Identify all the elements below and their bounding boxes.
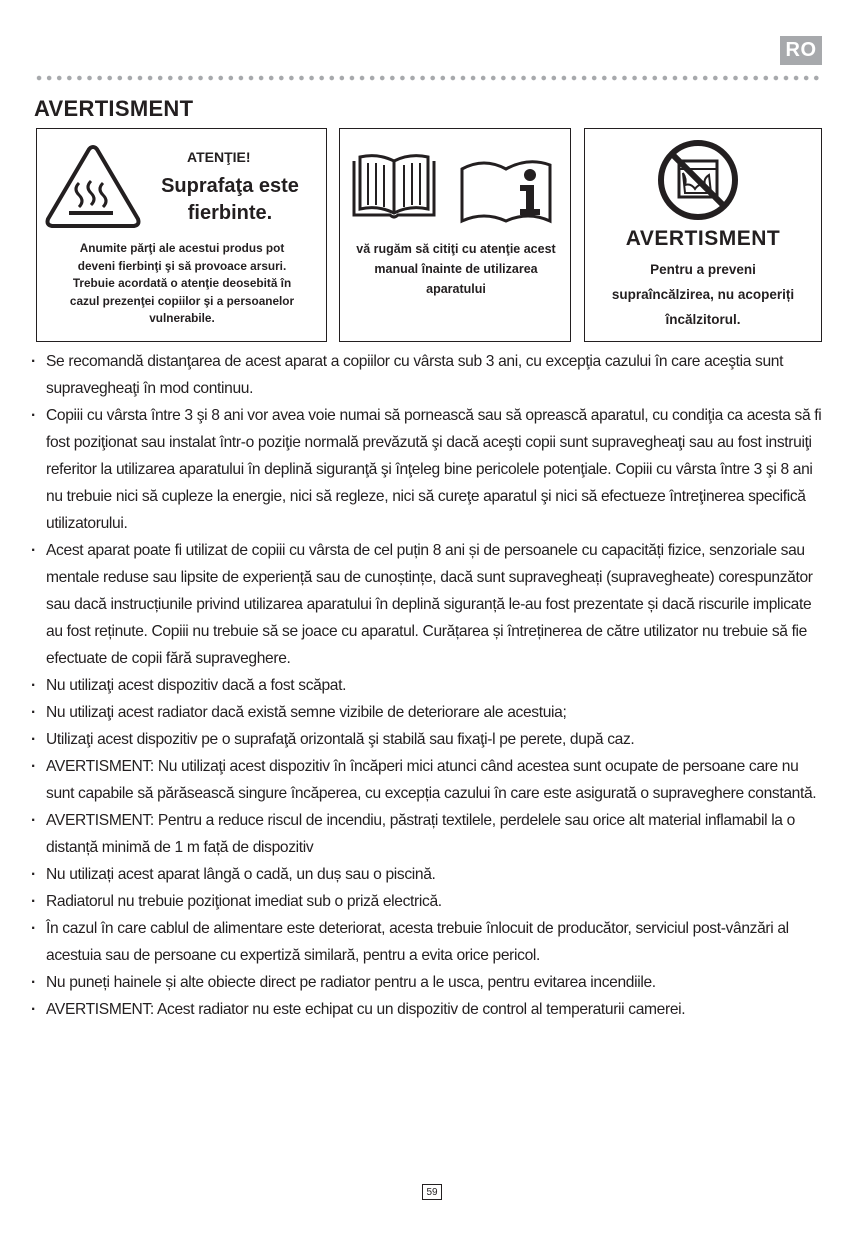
description-line: vulnerabile.	[149, 311, 215, 326]
bullet-item: · AVERTISMENT: Pentru a reduce riscul de incendiu, păstrați textilele, perdelele sau orice alt material inflamabil la o distanță minimă de 1 m față de dispozitiv	[31, 807, 823, 861]
bullet-item: · Nu utilizaţi acest radiator dacă există semne vizibile de deteriorare ale acestuia;	[31, 699, 823, 726]
bullet-item: · Nu utilizaţi acest dispozitiv dacă a fost scăpat.	[31, 672, 823, 699]
manual-text-line: vă rugăm să citiţi cu atenţie acest	[356, 242, 556, 256]
bullet-item: · AVERTISMENT: Acest radiator nu este echipat cu un dispozitiv de control al temperaturii camerei.	[31, 996, 823, 1023]
bullet-item: · Se recomandă distanţarea de acest aparat a copiilor cu vârsta sub 3 ani, cu excepţia cazului în care aceştia sunt supravegheaţi în mod continuu.	[31, 348, 823, 402]
attention-label: ATENŢIE!	[187, 149, 251, 165]
hot-surface-description	[41, 240, 323, 328]
bullet-item: · AVERTISMENT: Nu utilizaţi acest dispozitiv în încăperi mici atunci când acestea sunt ocupate de persoane care nu sunt capabile să părăsească singure încăperea, cu excepția cazului în care este asigurată o supraveghere constantă.	[31, 753, 823, 807]
do-not-cover-icon	[657, 139, 739, 221]
safety-bullet-list	[31, 348, 823, 1023]
page-number: 59	[422, 1184, 442, 1200]
section-title: AVERTISMENT	[34, 96, 194, 121]
no-cover-line: supraîncălzirea, nu acoperiți	[611, 287, 795, 302]
read-manual-text	[340, 239, 572, 299]
manual-text-line: manual înainte de utilizarea	[374, 262, 538, 276]
language-badge: RO	[780, 36, 822, 65]
bullet-item: · Utilizaţi acest dispozitiv pe o suprafaţă orizontală şi stabilă sau fixaţi-l pe perete, după caz.	[31, 726, 823, 753]
bullet-item: · Nu utilizați acest aparat lângă o cadă, un duș sau o piscină.	[31, 861, 823, 888]
no-cover-text	[591, 257, 815, 332]
read-manual-box	[339, 128, 571, 342]
dotted-divider	[34, 75, 822, 81]
manual-text-line: aparatului	[426, 282, 486, 296]
hot-surface-title	[141, 173, 319, 227]
open-book-icon	[350, 153, 438, 223]
do-not-cover-box	[584, 128, 822, 342]
bullet-item: · În cazul în care cablul de alimentare este deteriorat, acesta trebuie înlocuit de producător, serviciul post-vânzări al acestuia sau de persoane cu expertiză similară, pentru a evita orice pericol.	[31, 915, 823, 969]
description-line: cazul prezenţei copiilor şi a persoanelor	[69, 293, 295, 308]
description-line: Trebuie acordată o atenţie deosebită în	[72, 276, 292, 291]
bullet-item: · Radiatorul nu trebuie poziţionat imediat sub o priză electrică.	[31, 888, 823, 915]
bullet-item: · Acest aparat poate fi utilizat de copiii cu vârsta de cel puțin 8 ani și de persoanele cu capacități fizice, senzoriale sau mentale reduse sau lipsite de experiență sau de cunoștințe, dacă sunt supravegheați (supravegheate) corespunzător sau dacă instrucțiunile privind utilizarea aparatului în deplină siguranță le-au fost prezentate și dacă riscurile implicate au fost reținute. Copiii nu trebuie să se joace cu aparatul. Curățarea și întreținerea de către utilizator nu trebuie să fie efectuate de copii fără supraveghere.	[31, 537, 823, 672]
bullet-item: · Nu puneți hainele și alte obiecte direct pe radiator pentru a le usca, pentru evitarea incendiile.	[31, 969, 823, 996]
info-manual-icon	[458, 155, 554, 225]
description-line: deveni fierbinţi şi să provoace arsuri.	[77, 258, 287, 273]
hot-surface-title-line: Suprafaţa este	[161, 175, 299, 197]
no-cover-line: încălzitorul.	[665, 312, 741, 327]
hot-surface-warning-icon	[43, 143, 143, 231]
no-cover-title: AVERTISMENT	[625, 227, 781, 250]
hot-surface-title-line: fierbinte.	[187, 202, 273, 224]
bullet-item: · Copiii cu vârsta între 3 şi 8 ani vor avea voie numai să pornească sau să oprească aparatul, cu condiţia ca acesta să fi fost poziţionat sau instalat într-o poziţie normală prevăzută şi dacă aceşti copii sunt supravegheaţi sau au fost instruiţi referitor la utilizarea aparatului în deplină siguranţă şi înţeleg bine pericolele potenţiale. Copiii cu vârsta între 3 şi 8 ani nu trebuie nici să cupleze la energie, nici să regleze, nici să cureţe aparatul şi nici să efectueze întreţinerea specifică utilizatorului.	[31, 402, 823, 537]
hot-surface-warning-box	[36, 128, 327, 342]
no-cover-line: Pentru a preveni	[650, 262, 756, 277]
description-line: Anumite părţi ale acestui produs pot	[79, 241, 285, 255]
